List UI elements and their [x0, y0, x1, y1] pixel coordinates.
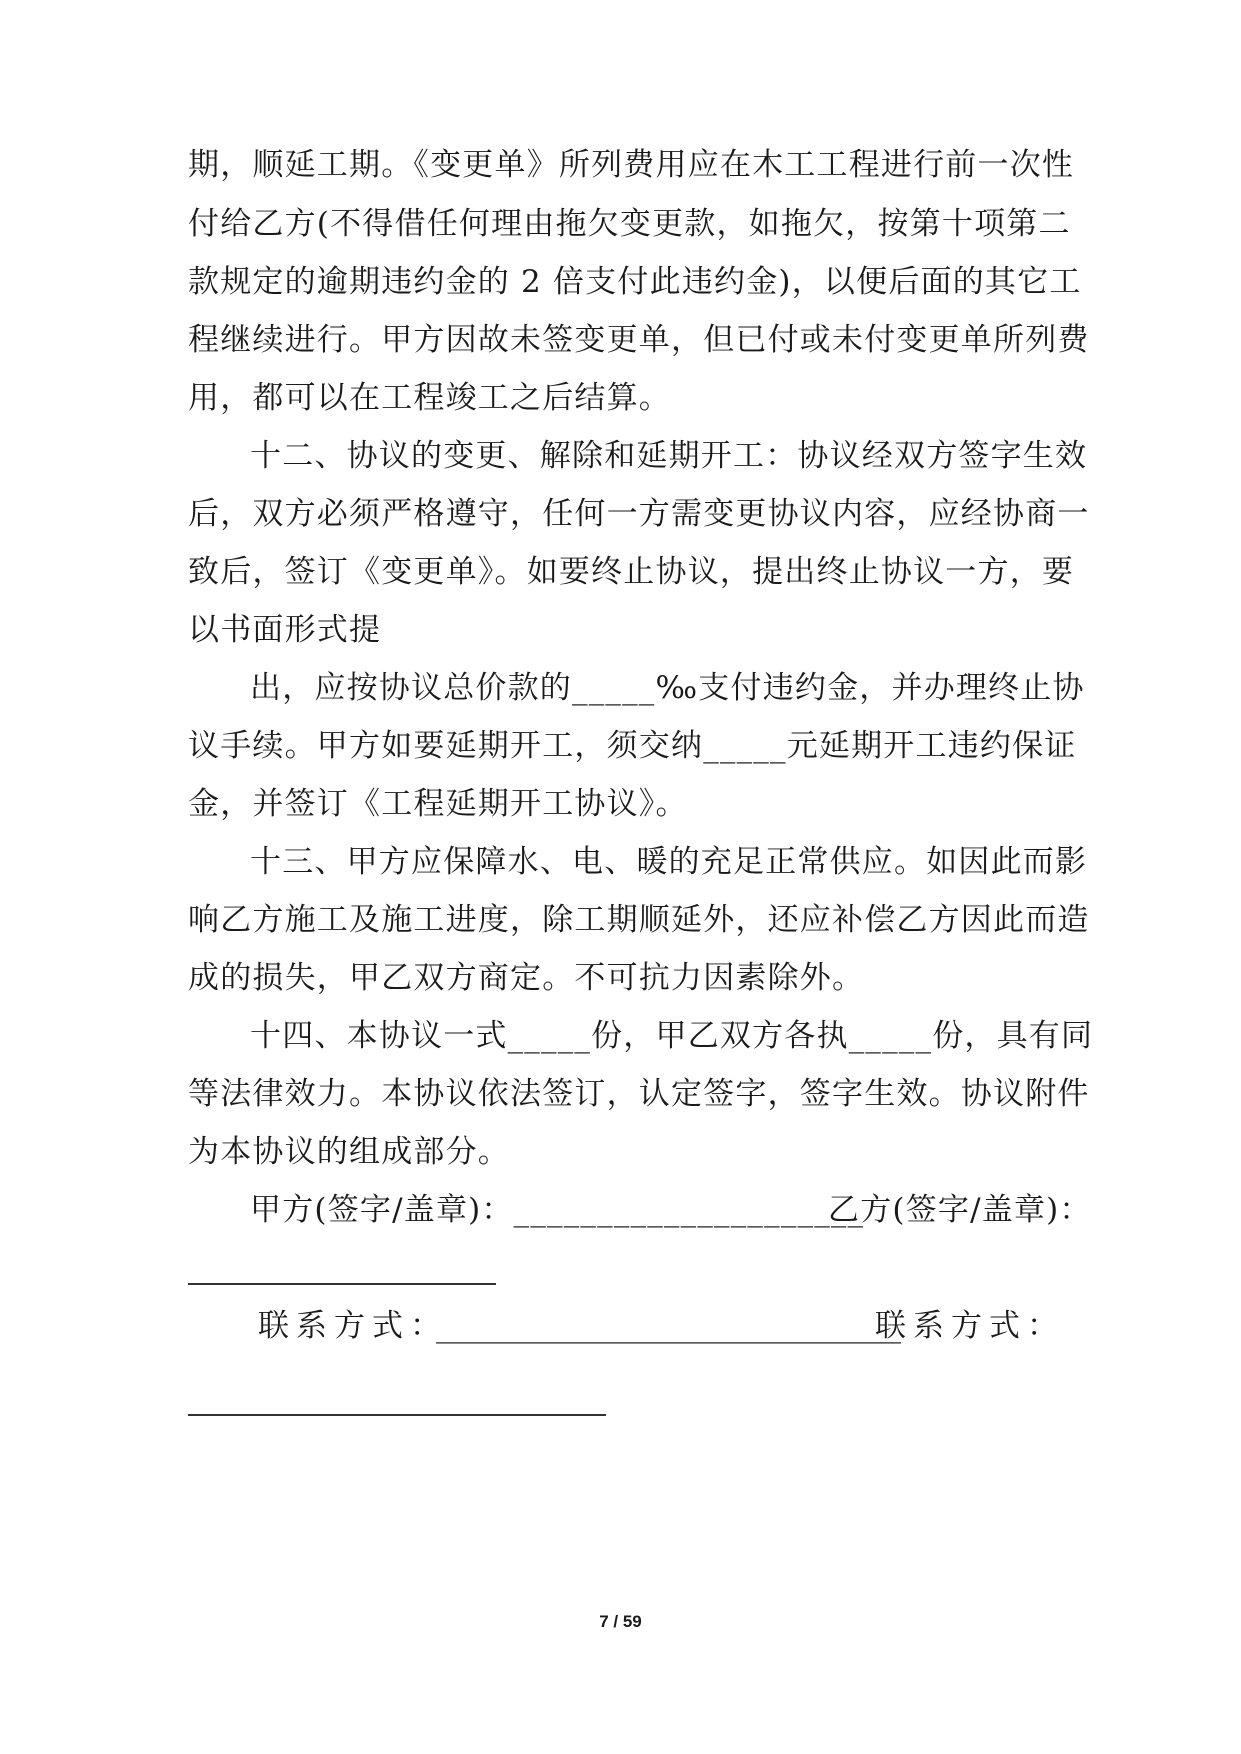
clause-14-line-2: 等法律效力。本协议依法签订，认定签字，签字生效。协议附件	[188, 1076, 1090, 1112]
clause-13-line-2: 响乙方施工及施工进度，除工期顺延外，还应补偿乙方因此而造	[188, 902, 1090, 938]
body-line-3: 款规定的逾期违约金的 2 倍支付此违约金)，以便后面的其它工	[188, 264, 1082, 300]
clause-12-cont-line-2: 议手续。甲方如要延期开工，须交纳_____元延期开工违约保证	[188, 728, 1077, 764]
clause-12-cont-line-3: 金，并签订《工程延期开工协议》。	[188, 786, 688, 822]
page-number: 7 / 59	[599, 1612, 642, 1631]
party-b-signature: 乙方(签字/盖章)：	[828, 1192, 1092, 1228]
clause-12-line-2: 后，双方必须严格遵守，任何一方需变更协议内容，应经协商一	[188, 496, 1090, 532]
clause-12-line-3: 致后，签订《变更单》。如要终止协议，提出终止协议一方，要	[188, 554, 1075, 590]
clause-13-line-3: 成的损失，甲乙双方商定。不可抗力因素除外。	[188, 960, 865, 996]
party-b-contact-rule	[188, 1414, 606, 1416]
party-a-signature: 甲方(签字/盖章)：_____________________	[250, 1192, 865, 1228]
body-line-5: 用，都可以在工程竣工之后结算。	[188, 380, 671, 416]
clause-13-line-1: 十三、甲方应保障水、电、暖的充足正常供应。如因此而影	[250, 844, 1088, 880]
clause-14-line-3: 为本协议的组成部分。	[188, 1134, 510, 1170]
body-line-2: 付给乙方(不得借任何理由拖欠变更款，如拖欠，按第十项第二	[188, 206, 1071, 242]
party-b-contact-label: 联系方式：	[875, 1308, 1065, 1344]
clause-12-line-1: 十二、协议的变更、解除和延期开工：协议经双方签字生效	[250, 438, 1088, 474]
clause-12-line-4: 以书面形式提	[188, 612, 382, 648]
body-line-4: 程继续进行。甲方因故未签变更单，但已付或未付变更单所列费	[188, 322, 1090, 358]
clause-14-line-1: 十四、本协议一式_____份，甲乙双方各执_____份，具有同	[250, 1018, 1094, 1054]
party-a-contact-label: 联系方式：	[258, 1308, 448, 1344]
body-line-1: 期，顺延工期。《变更单》所列费用应在木工工程进行前一次性	[188, 147, 1075, 183]
party-a-contact-blank: ______________________________	[436, 1308, 901, 1344]
clause-12-cont-line-1: 出，应按协议总价款的_____‰支付违约金，并办理终止协	[250, 670, 1085, 706]
party-b-signature-rule	[188, 1283, 496, 1285]
